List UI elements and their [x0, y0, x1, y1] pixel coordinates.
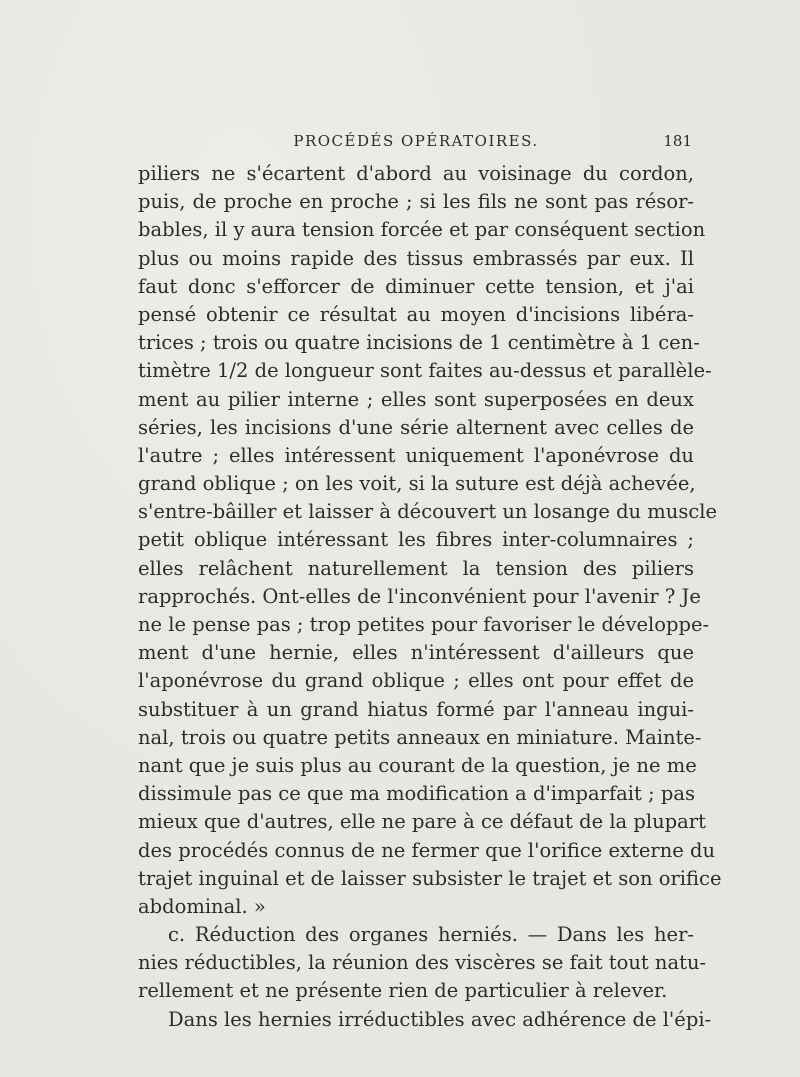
- page-number: 181: [663, 132, 692, 150]
- section-heading-line: c. Réduction des organes herniés. — Dans les her-: [168, 923, 694, 947]
- text-line: plus ou moins rapide des tissus embrassés par eux. Il: [138, 246, 694, 270]
- text-line: nant que je suis plus au courant de la question, je ne me: [138, 753, 697, 777]
- text-line: s'entre-bâiller et laisser à découvert un losange du muscle: [138, 500, 718, 524]
- text-line: pensé obtenir ce résultat au moyen d'incisions libéra-: [138, 302, 694, 326]
- text-line: abdominal. »: [138, 894, 266, 918]
- text-line: des procédés connus de ne fermer que l'orifice externe du: [138, 838, 716, 862]
- page-header: [140, 128, 692, 154]
- text-line: rellement et ne présente rien de particulier à relever.: [138, 979, 668, 1003]
- text-line: elles relâchent naturellement la tension des piliers: [138, 556, 694, 580]
- text-line: ment au pilier interne ; elles sont superposées en deux: [138, 387, 694, 411]
- running-head: PROCÉDÉS OPÉRATOIRES.: [293, 132, 539, 150]
- body-text: [138, 160, 722, 1034]
- text-line: timètre 1/2 de longueur sont faites au-dessus et parallèle-: [138, 359, 712, 383]
- text-line: nal, trois ou quatre petits anneaux en miniature. Mainte-: [138, 725, 702, 749]
- text-line: mieux que d'autres, elle ne pare à ce défaut de la plupart: [138, 810, 706, 834]
- text-line: Dans les hernies irréductibles avec adhérence de l'épi-: [168, 1007, 712, 1031]
- text-line: puis, de proche en proche ; si les fils ne sont pas résor-: [138, 190, 694, 214]
- text-line: substituer à un grand hiatus formé par l'anneau ingui-: [138, 697, 694, 721]
- text-line: séries, les incisions d'une série alternent avec celles de: [138, 415, 694, 439]
- text-line: ne le pense pas ; trop petites pour favoriser le développe-: [138, 613, 710, 636]
- text-line: petit oblique intéressant les fibres inter-columnaires ;: [138, 528, 694, 552]
- text-line: faut donc s'efforcer de diminuer cette tension, et j'ai: [138, 274, 694, 298]
- text-line: ment d'une hernie, elles n'intéressent d'ailleurs que: [138, 641, 694, 665]
- text-line: trices ; trois ou quatre incisions de 1 centimètre à 1 cen-: [138, 331, 700, 355]
- text-line: nies réductibles, la réunion des viscères se fait tout natu-: [138, 951, 707, 975]
- text-line: l'autre ; elles intéressent uniquement l'aponévrose du: [138, 443, 694, 467]
- text-line: rapprochés. Ont-elles de l'inconvénient pour l'avenir ? Je: [138, 584, 701, 608]
- text-line: bables, il y aura tension forcée et par conséquent section: [138, 218, 706, 242]
- text-line: grand oblique ; on les voit, si la suture est déjà achevée,: [138, 472, 696, 496]
- text-line: dissimule pas ce que ma modification a d'imparfait ; pas: [138, 782, 695, 806]
- text-line: trajet inguinal et de laisser subsister le trajet et son orifice: [138, 866, 722, 890]
- text-line: piliers ne s'écartent d'abord au voisinage du cordon,: [138, 162, 694, 185]
- text-line: l'aponévrose du grand oblique ; elles ont pour effet de: [138, 669, 694, 693]
